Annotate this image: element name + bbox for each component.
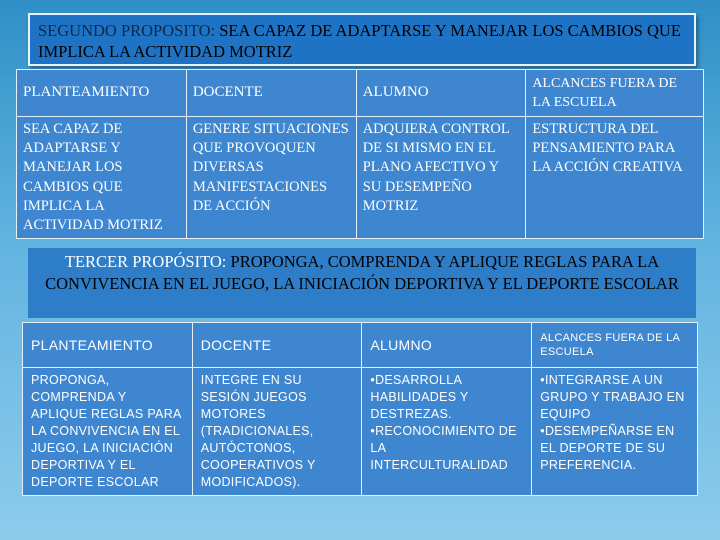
purpose-label: SEGUNDO PROPOSITO: [38,21,216,40]
table-row [17,117,704,239]
cell-alumno: •DESARROLLA HABILIDADES Y DESTREZAS. •RECONOCIMIENTO DE LA INTERCULTURALIDAD [362,368,532,496]
header-alcances: ALCANCES FUERA DE LA ESCUELA [532,323,698,368]
cell-alumno: ADQUIERA CONTROL DE SI MISMO EN EL PLANO AFECTIVO Y SU DESEMPEÑO MOTRIZ [356,117,526,239]
purpose-table-2 [22,322,698,496]
cell-alcances: ESTRUCTURA DEL PENSAMIENTO PARA LA ACCIÓN CREATIVA [526,117,704,239]
purpose-table-1 [16,69,704,239]
purpose-text: SEA CAPAZ DE ADAPTARSE Y MANEJAR LOS CAMBIOS QUE IMPLICA LA ACTIVIDAD MOTRIZ [38,21,681,61]
purpose-label: TERCER PROPÓSITO: [64,252,227,271]
purpose-text: PROPONGA, COMPRENDA Y APLIQUE REGLAS PARA LA CONVIVENCIA EN EL JUEGO, LA INICIACIÓN DEPORTIVA Y EL DEPORTE ESCOLAR [45,252,679,293]
cell-planteamiento: PROPONGA, COMPRENDA Y APLIQUE REGLAS PARA LA CONVIVENCIA EN EL JUEGO, LA INICIACIÓN DEPORTIVA Y EL DEPORTE ESCOLAR [23,368,193,496]
table-header-row [17,70,704,117]
cell-docente: GENERE SITUACIONES QUE PROVOQUEN DIVERSAS MANIFESTACIONES DE ACCIÓN [186,117,356,239]
header-alumno: ALUMNO [356,70,526,117]
header-planteamiento: PLANTEAMIENTO [17,70,187,117]
third-purpose-banner [28,248,696,318]
header-docente: DOCENTE [186,70,356,117]
header-alumno: ALUMNO [362,323,532,368]
header-docente: DOCENTE [192,323,362,368]
cell-docente: INTEGRE EN SU SESIÓN JUEGOS MOTORES (TRADICIONALES, AUTÓCTONOS, COOPERATIVOS Y MODIFICADOS). [192,368,362,496]
header-planteamiento: PLANTEAMIENTO [23,323,193,368]
second-purpose-banner [28,13,696,66]
table-row [23,368,698,496]
header-alcances: ALCANCES FUERA DE LA ESCUELA [526,70,704,117]
table-header-row [23,323,698,368]
cell-alcances: •INTEGRARSE A UN GRUPO Y TRABAJO EN EQUIPO •DESEMPEÑARSE EN EL DEPORTE DE SU PREFERENCIA. [532,368,698,496]
cell-planteamiento: SEA CAPAZ DE ADAPTARSE Y MANEJAR LOS CAMBIOS QUE IMPLICA LA ACTIVIDAD MOTRIZ [17,117,187,239]
